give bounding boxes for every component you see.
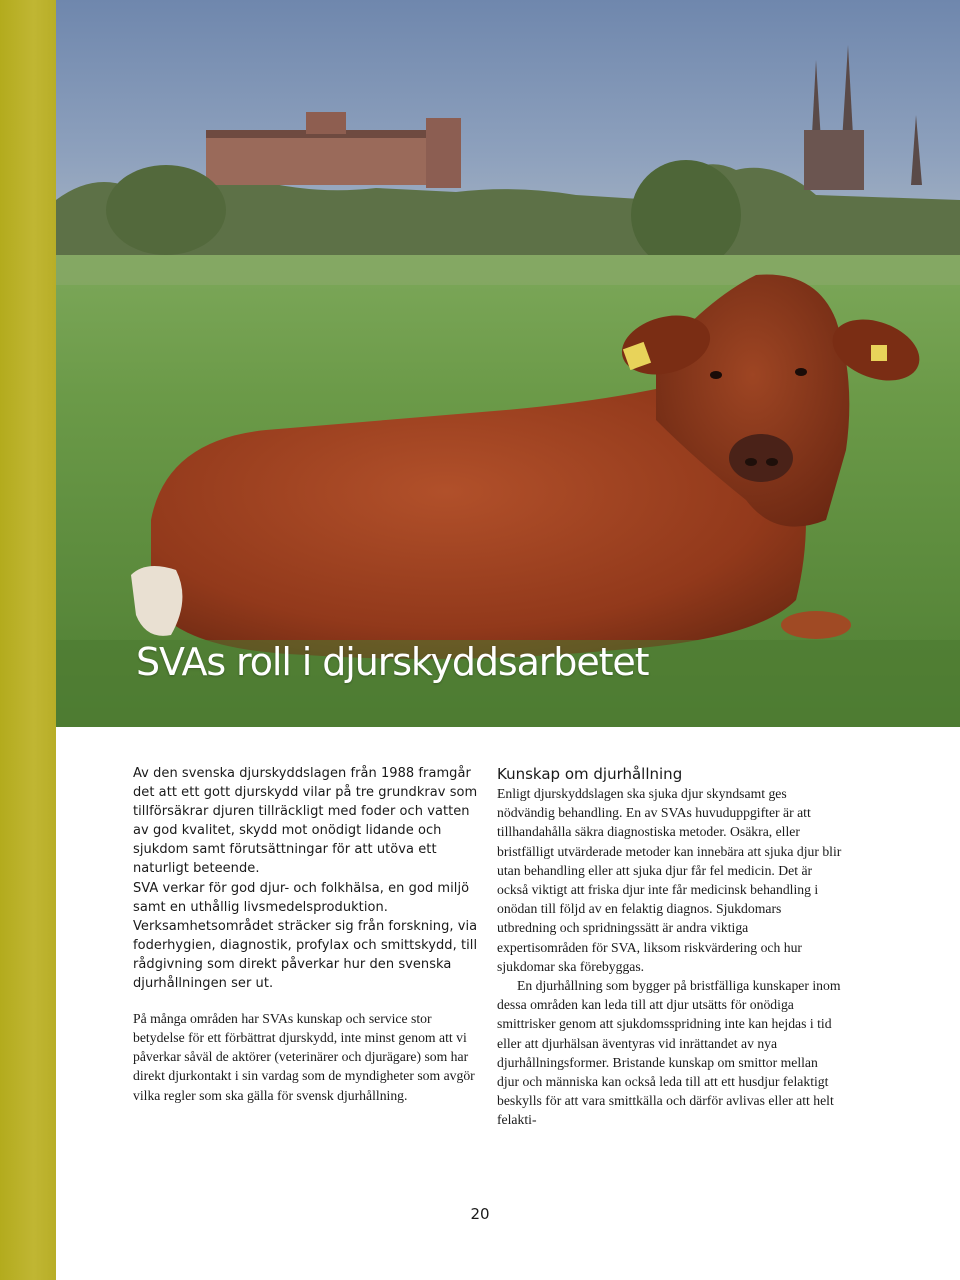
lead-paragraph: Verksamhetsområdet sträcker sig från forskning, via foderhygien, diagnostik, profylax och smittskydd, till rådgivning som direkt påverkar hur den svenska djurhållningen ser ut. [133,918,478,992]
body-text [133,1009,478,1104]
body-paragraph: Enligt djurskyddslagen ska sjuka djur skyndsamt ges nödvändig behandling. En av SVAs huvuduppgifter är att tillhandahålla säkra diagnostiska metoder. Osäkra, eller bristfälligt utvärderade metoder kan innebära att sjuka djur blir utan behandling eller att sjuka djur får fel medicin. Det är också viktigt att friska djur inte får medicinsk behandling i onödan till följd av en felaktig diagnos. Sjukdomars utbredning och spridningssätt är andra viktiga expertisområden för SVA, liksom riskvärdering och hur sjukdomar ska förebyggas. [497,786,842,974]
cover-photo-cow-in-field [56,0,960,727]
page-title: SVAs roll i djurskyddsarbetet [136,640,649,684]
side-color-band [0,0,56,1280]
body-paragraph: På många områden har SVAs kunskap och service stor betydelse för ett förbättrat djurskydd, inte minst genom att vi påverkar såväl de aktörer (veterinärer och djurägare) som har direkt djurkontakt i sin vardag som de myndigheter som avgör vilka regler som ska gälla för svensk djurhållning. [133,1011,475,1103]
body-paragraph: En djurhållning som bygger på bristfälliga kunskaper inom dessa områden kan leda till att djur utsätts för onödiga smittrisker genom att sjukdomsspridning inte kan hejdas i tid eller att djurhälsan äventyras vid inrättandet av nya djurhållningsformer. Bristande kunskap om smittor mellan djur och människa kan också leda till att ett husdjur felaktigt beskylls för att vara smittkälla och därför avlivas eller att helt felakti- [497,978,841,1128]
left-column [133,764,478,1105]
page-number: 20 [470,1205,490,1223]
lead-paragraph: SVA verkar för god djur- och folkhälsa, en god miljö samt en uthållig livsmedelsproduktion. [133,880,470,915]
section-heading: Kunskap om djurhållning [497,765,683,783]
right-column [497,764,842,1130]
lead-paragraph: Av den svenska djurskyddslagen från 1988 framgår det att ett gott djurskydd vilar på tre grundkrav som tillförsäkrar djuren tillräckligt med foder och vatten av god kvalitet, skydd mot onödigt lidande och sjukdom samt förutsättningar för att utöva ett naturligt beteende. [133,766,478,877]
lead-text [133,764,478,993]
